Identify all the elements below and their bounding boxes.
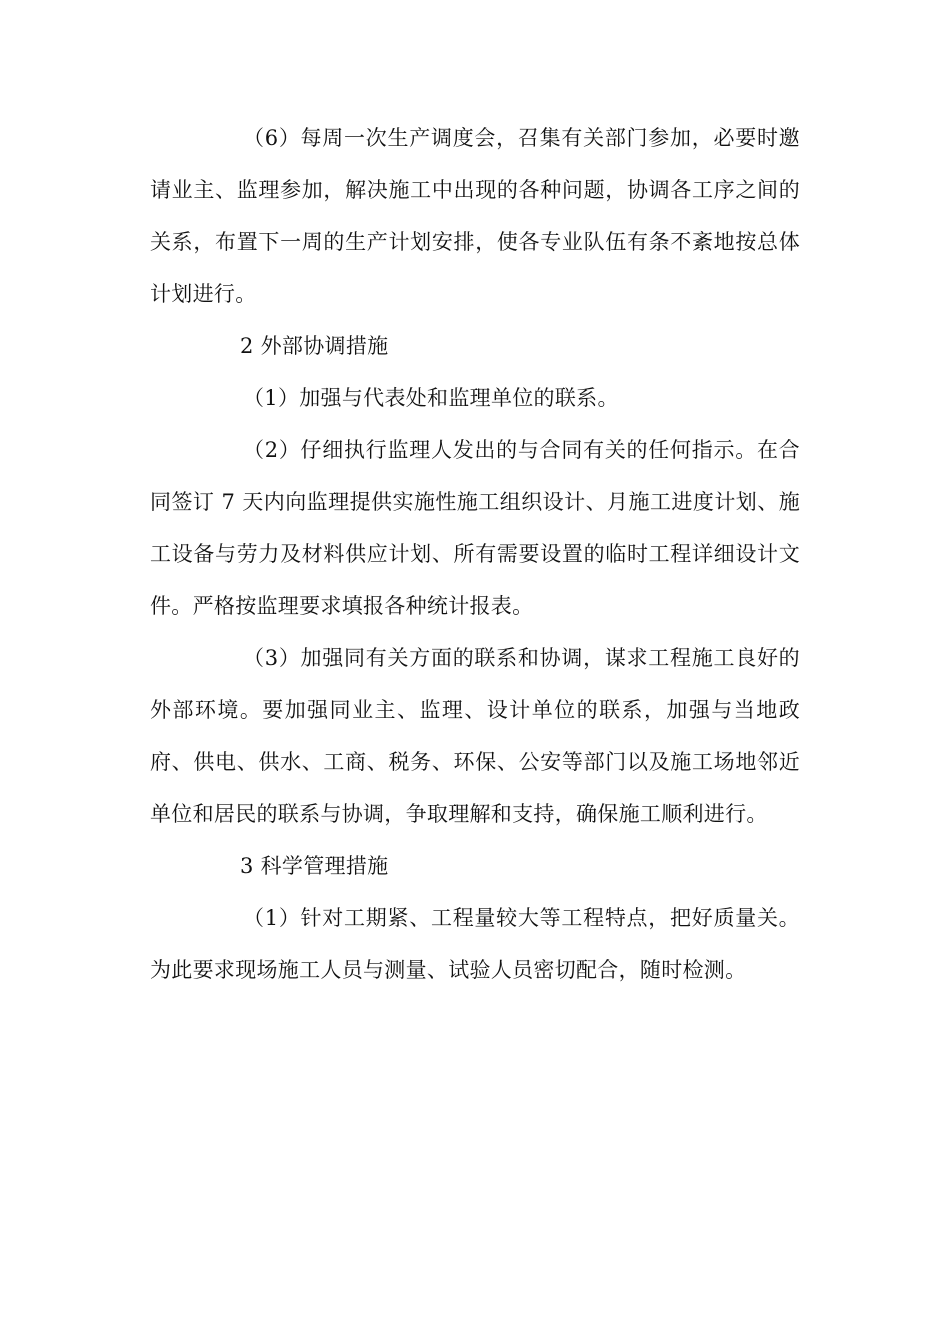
section-heading-scientific-management: 3 科学管理措施 — [240, 854, 389, 878]
paragraph-quality-control: （1）针对工期紧、工程量较大等工程特点，把好质量关。为此要求现场施工人员与测量、试验人员密切配合，随时检测。 — [150, 906, 800, 982]
paragraph-production-meeting: （6）每周一次生产调度会，召集有关部门参加，必要时邀请业主、监理参加，解决施工中出现的各种问题，协调各工序之间的关系，布置下一周的生产计划安排，使各专业队伍有条不紊地按总体计划进行。 — [150, 126, 800, 306]
section-heading-external-coordination: 2 外部协调措施 — [240, 334, 389, 358]
paragraph-contact-representative: （1）加强与代表处和监理单位的联系。 — [243, 386, 619, 410]
paragraph-supervisor-instructions: （2）仔细执行监理人发出的与合同有关的任何指示。在合同签订 7 天内向监理提供实施性施工组织设计、月施工进度计划、施工设备与劳力及材料供应计划、所有需要设置的临时工程详细设计文件。严格按监理要求填报各种统计报表。 — [150, 438, 800, 618]
paragraph-external-environment: （3）加强同有关方面的联系和协调，谋求工程施工良好的外部环境。要加强同业主、监理、设计单位的联系，加强与当地政府、供电、供水、工商、税务、环保、公安等部门以及施工场地邻近单位和居民的联系与协调，争取理解和支持，确保施工顺利进行。 — [150, 646, 800, 826]
document-body — [150, 112, 800, 996]
